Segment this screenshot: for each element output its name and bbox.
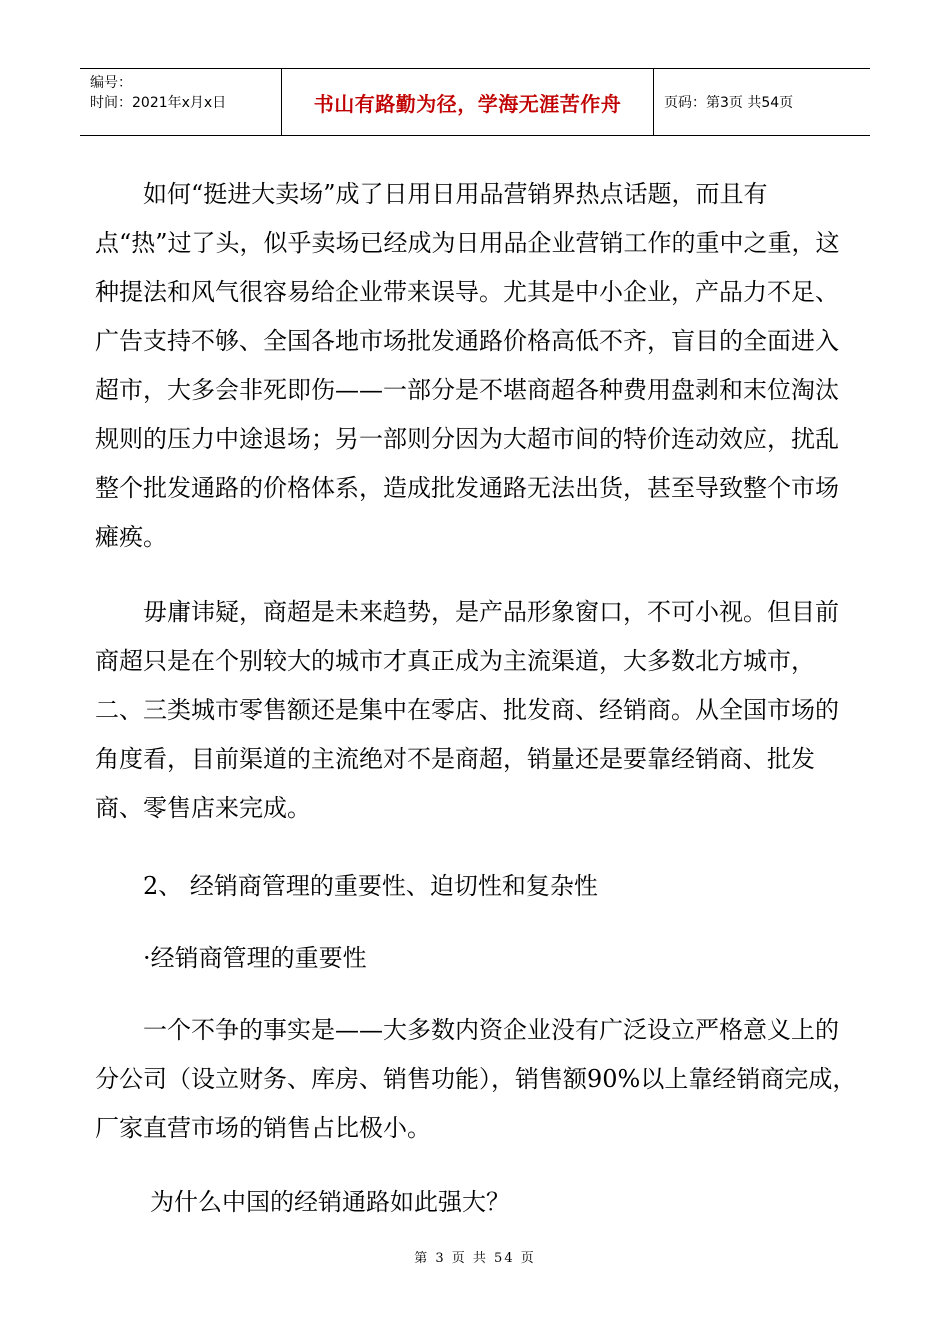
paragraph-3: 一个不争的事实是——大多数内资企业没有广泛设立严格意义上的分公司（设立财务、库房、销售功能），销售额90%以上靠经销商完成，厂家直营市场的销售占比极小。: [95, 1016, 857, 1142]
page-footer: 第 3 页 共 54 页: [414, 1251, 536, 1266]
paragraph-1: 如何“挺进大卖场”成了日用日用品营销界热点话题，而且有点“热”过了头，似乎卖场已经成为日用品企业营销工作的重中之重，这种提法和风气很容易给企业带来误导。尤其是中小企业，产品力不足、广告支持不够、全国各地市场批发通路价格高低不齐，盲目的全面进入超市，大多会非死即伤——一部分是不堪商超各种费用盘剥和末位淘汰规则的压力中途退场；另一部则分因为大超市间的特价连动效应，扰乱整个批发通路的价格体系，造成批发通路无法出货，甚至导致整个市场瘫痪。: [95, 180, 840, 551]
header-motto: 书山有路勤为径，学海无涯苦作舟: [282, 69, 654, 135]
header-meta: [80, 69, 282, 135]
time-label: 时间：2021年x月x日: [90, 95, 227, 111]
bullet-heading: ·经销商管理的重要性: [143, 944, 367, 972]
page-header: [80, 68, 870, 136]
header-page-info: 页码：第3页 共54页: [664, 95, 794, 111]
question-line: 为什么中国的经销通路如此强大？: [150, 1188, 510, 1216]
number-label: 编号：: [90, 75, 132, 91]
section-heading: 2、 经销商管理的重要性、迫切性和复杂性: [143, 872, 598, 900]
paragraph-2: 毋庸讳疑，商超是未来趋势，是产品形象窗口，不可小视。但目前商超只是在个别较大的城市才真正成为主流渠道，大多数北方城市，二、三类城市零售额还是集中在零店、批发商、经销商。从全国市场的角度看，目前渠道的主流绝对不是商超，销量还是要靠经销商、批发商、零售店来完成。: [95, 598, 839, 822]
